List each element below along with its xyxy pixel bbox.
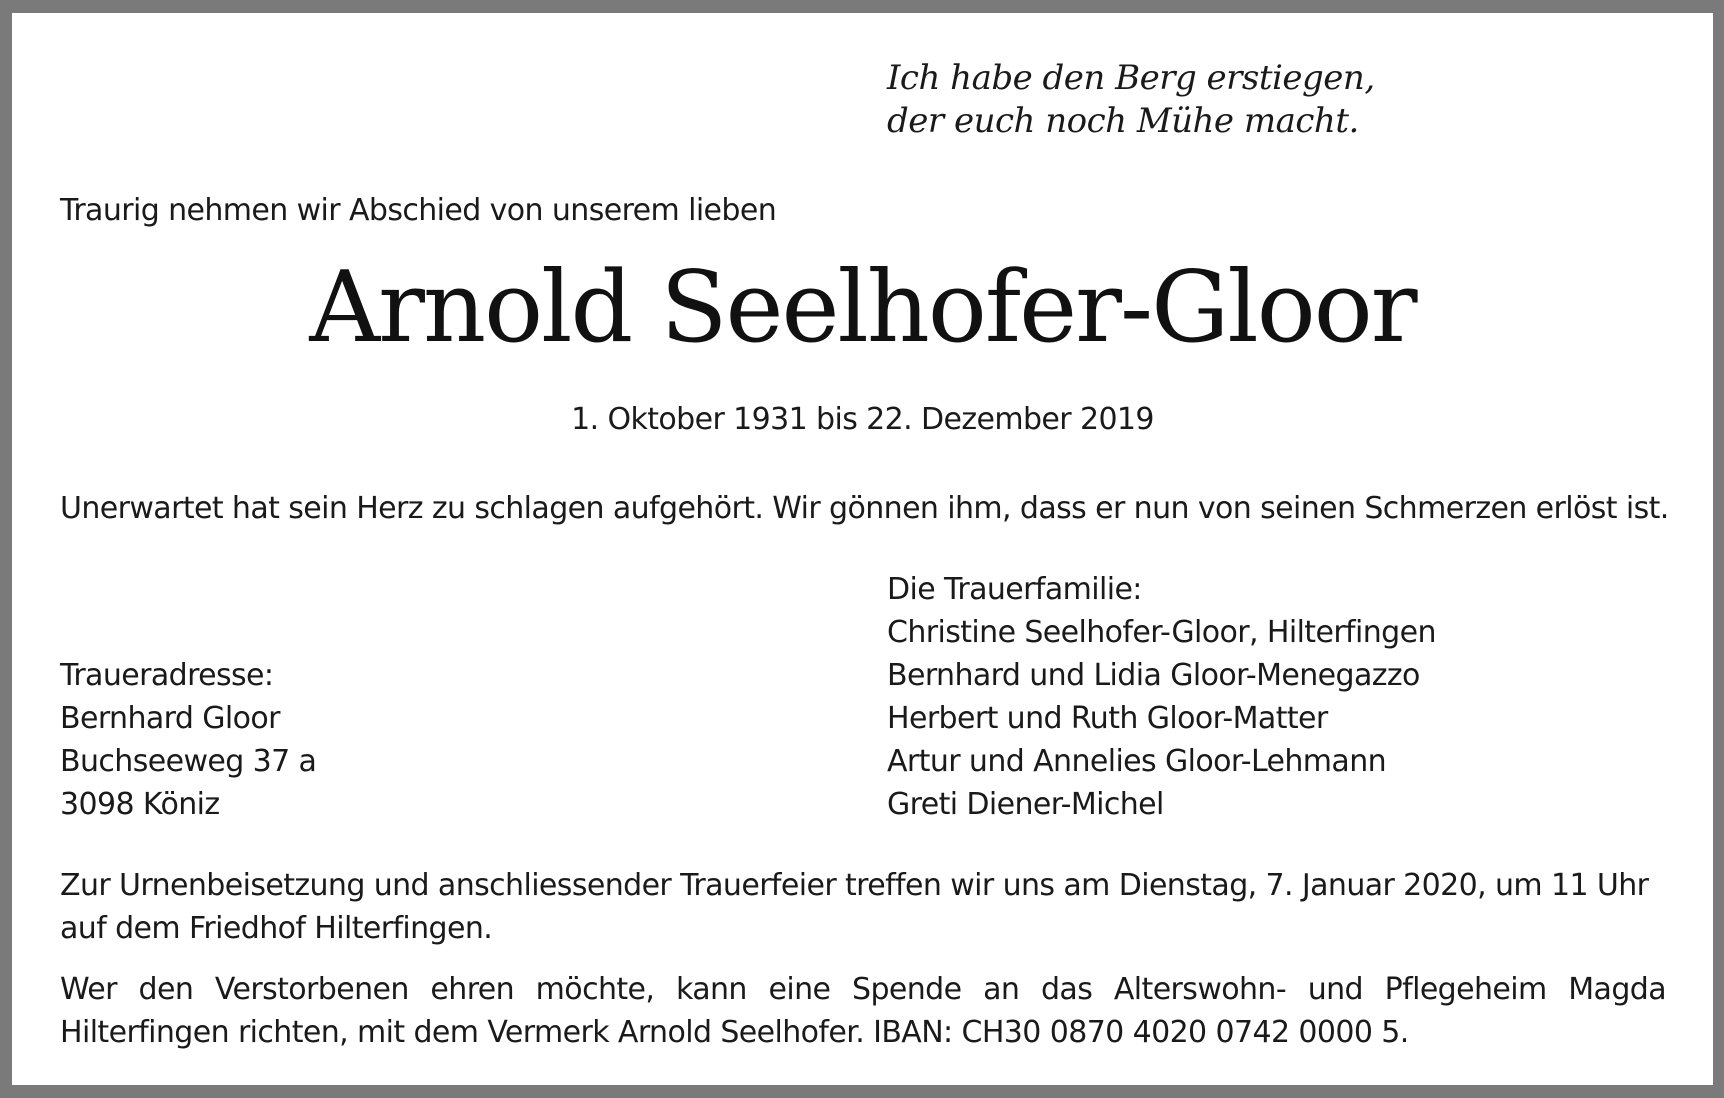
family-member: Greti Diener-Michel [887, 787, 1164, 822]
address-line: Bernhard Gloor [60, 701, 280, 736]
message-text: Unerwartet hat sein Herz zu schlagen aufgehört. Wir gönnen ihm, dass er nun von seinen Schmerzen erlöst ist. [60, 491, 1669, 526]
deceased-name: Arnold Seelhofer-Gloor [309, 251, 1416, 365]
donation-text: Wer den Verstorbenen ehren möchte, kann eine Spende an das Alterswohn- und Pflegeheim Magda Hilterfingen richten, mit dem Vermerk Arnold Seelhofer. IBAN: CH30 0870 4020 0742 0000 5. [60, 972, 1666, 1050]
mourning-address [60, 654, 316, 826]
address-heading: Traueradresse: [60, 658, 274, 693]
ceremony-text: Zur Urnenbeisetzung und anschliessender Trauerfeier treffen wir uns am Dienstag, 7. Januar 2020, um 11 Uhr auf dem Friedhof Hilterfingen. [60, 868, 1649, 946]
family-heading: Die Trauerfamilie: [887, 572, 1142, 607]
address-line: Buchseeweg 37 a [60, 744, 317, 779]
address-line: 3098 Köniz [60, 787, 220, 822]
family-member: Artur und Annelies Gloor-Lehmann [887, 744, 1387, 779]
family-member: Christine Seelhofer-Gloor, Hilterfingen [887, 615, 1436, 650]
family-list [887, 568, 1436, 826]
motto-line-1: Ich habe den Berg erstiegen, [887, 58, 1375, 98]
motto-line-2: der euch noch Mühe macht. [887, 101, 1359, 141]
life-dates: 1. Oktober 1931 bis 22. Dezember 2019 [571, 402, 1154, 437]
motto-quote [887, 57, 1375, 143]
obituary-card [12, 13, 1713, 1085]
family-member: Bernhard und Lidia Gloor-Menegazzo [887, 658, 1420, 693]
family-member: Herbert und Ruth Gloor-Matter [887, 701, 1328, 736]
intro-text: Traurig nehmen wir Abschied von unserem lieben [60, 193, 777, 228]
